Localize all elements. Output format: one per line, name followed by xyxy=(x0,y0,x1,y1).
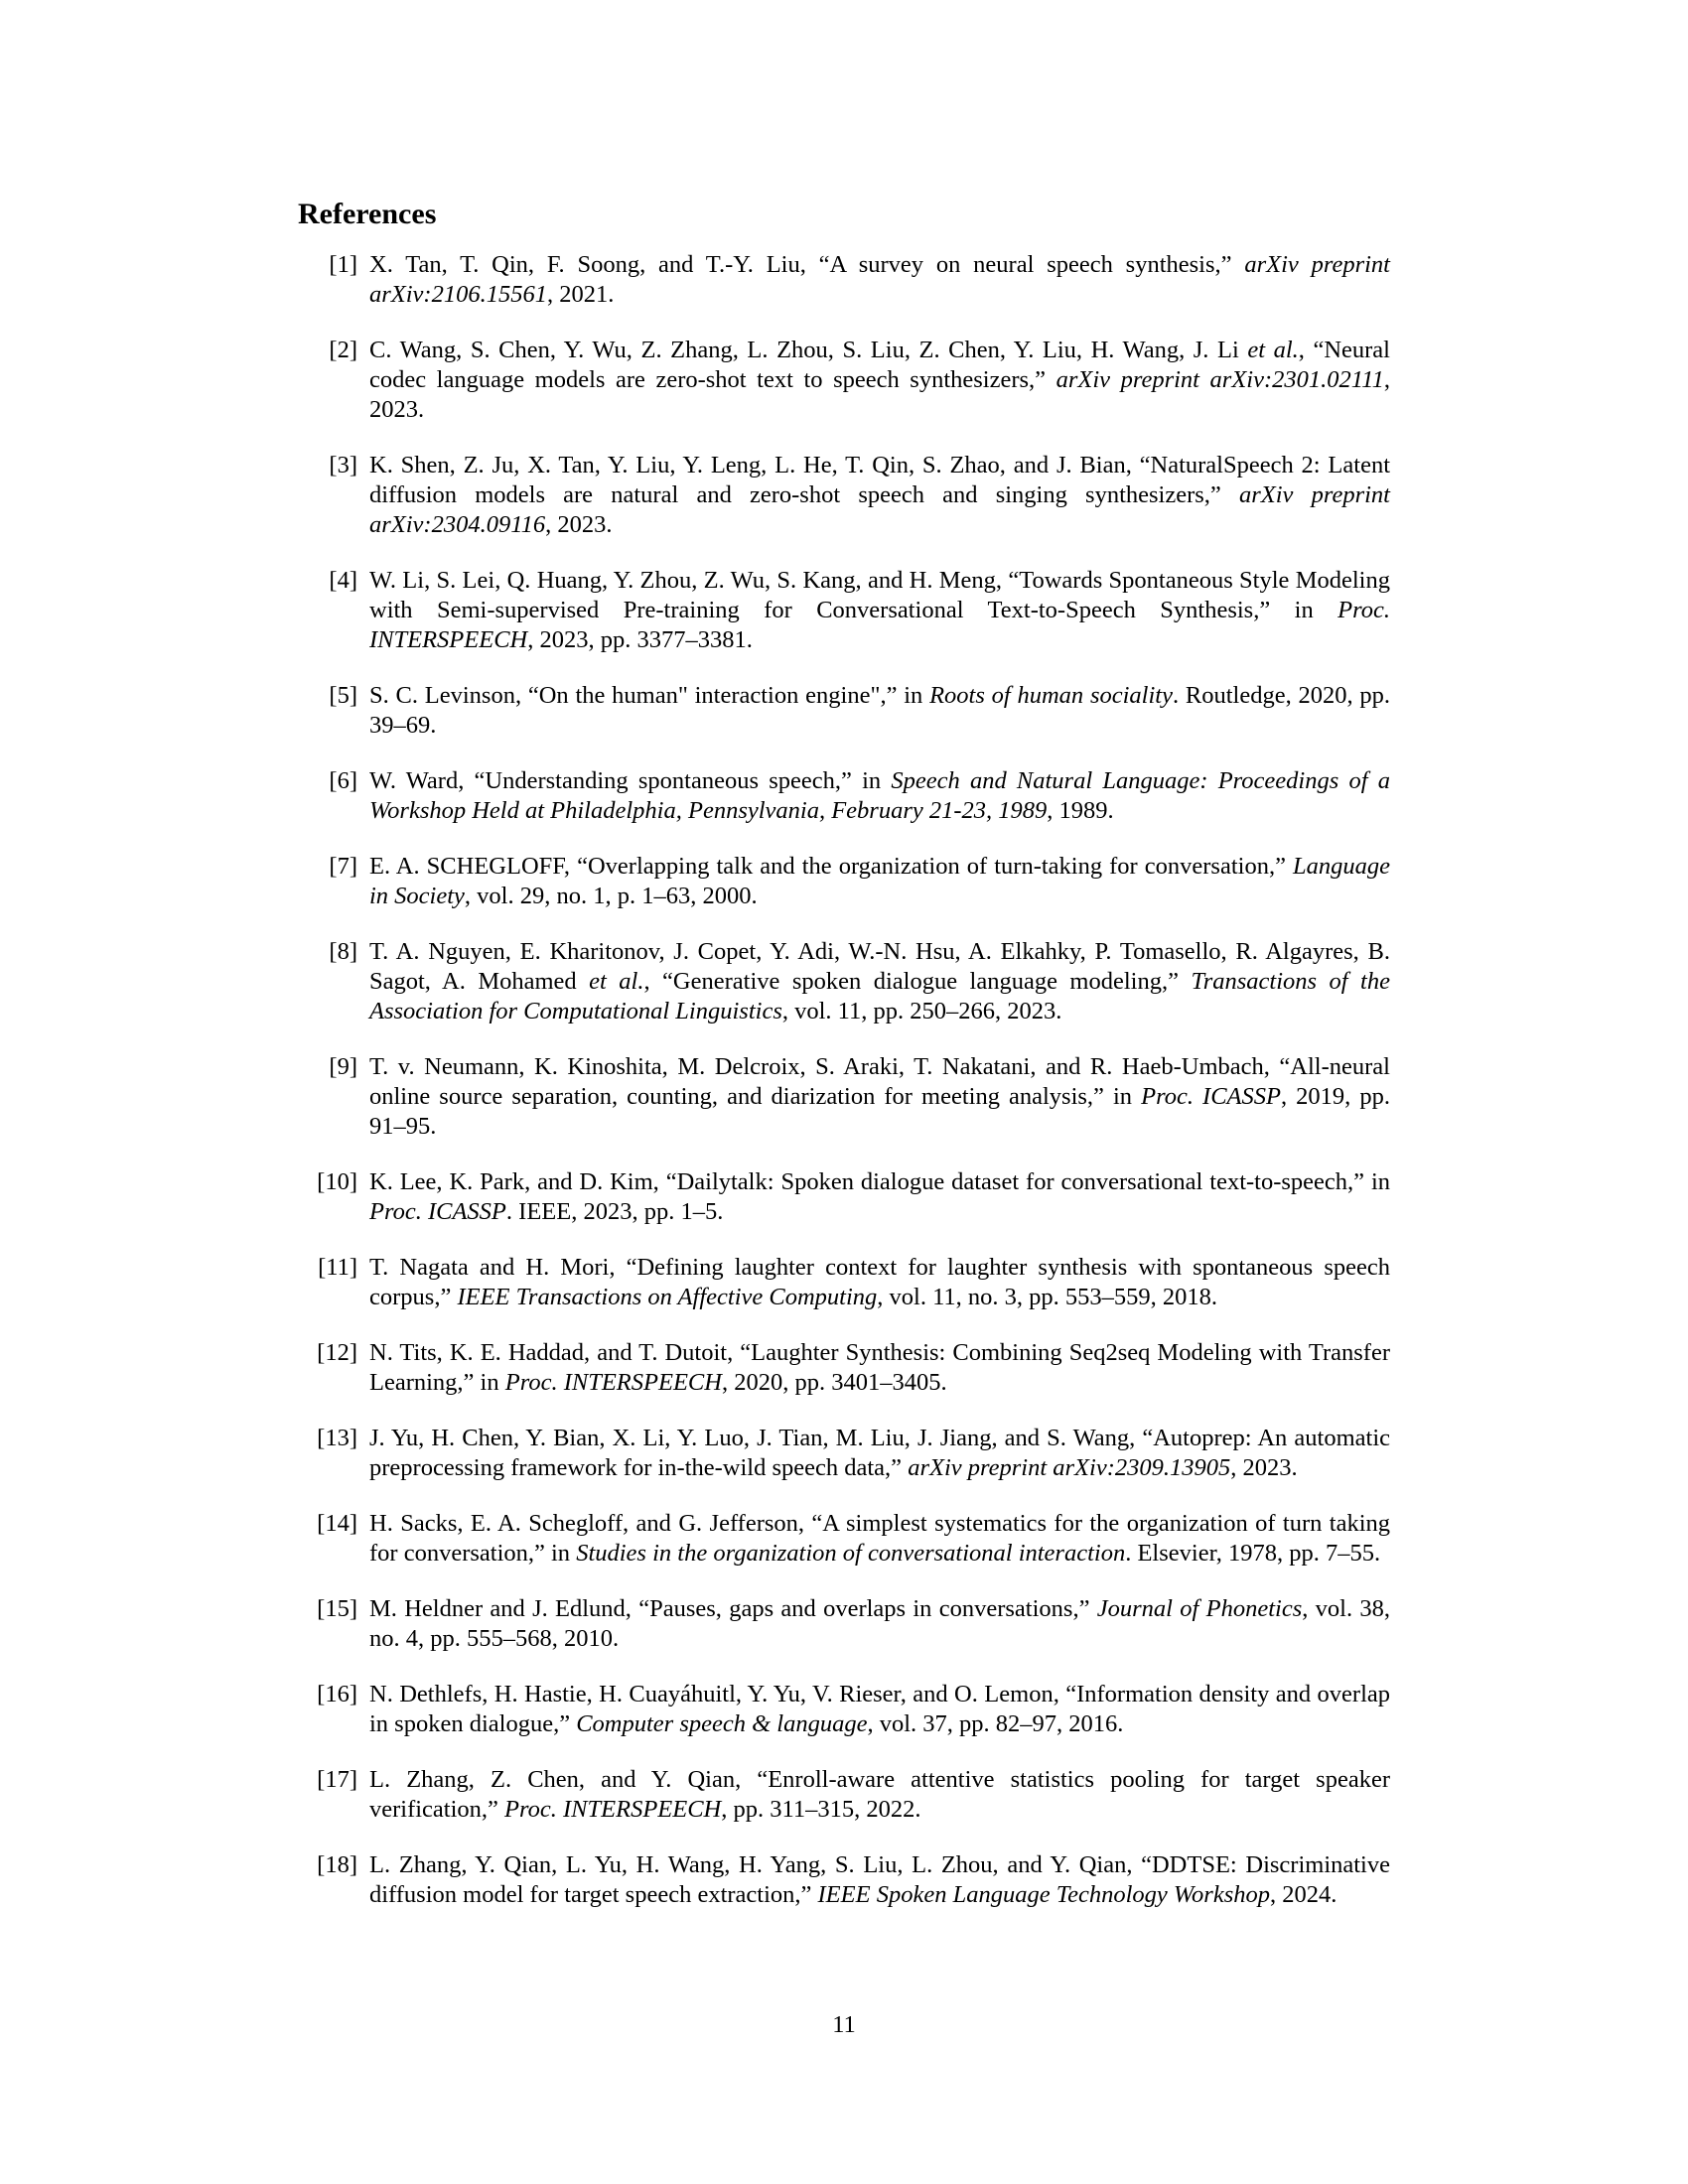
reference-segment: , 2019, pp. 91–95. xyxy=(369,1083,1390,1140)
reference-venue: arXiv preprint arXiv:2309.13905 xyxy=(908,1454,1231,1481)
reference-number xyxy=(298,1850,357,1880)
reference-venue: Roots of human sociality xyxy=(929,682,1173,709)
reference-number xyxy=(298,336,357,365)
reference-venue: arXiv preprint arXiv:2301.02111 xyxy=(1055,366,1384,393)
reference-segment: , “Generative spoken dialogue language modeling,” xyxy=(643,968,1192,995)
reference-segment: J. Yu, H. Chen, Y. Bian, X. Li, Y. Luo, J. Tian, M. Liu, J. Jiang, and S. Wang, “Autoprep: An automatic preprocessing framework for in-the-wild speech data,” xyxy=(369,1425,1390,1481)
reference-number xyxy=(298,250,357,280)
reference-item xyxy=(298,1509,1390,1569)
reference-venue: et al. xyxy=(589,968,644,995)
reference-segment: , vol. 29, no. 1, p. 1–63, 2000. xyxy=(464,883,758,909)
reference-text xyxy=(357,766,1390,826)
reference-number-text: [13] xyxy=(317,1425,357,1451)
reference-text xyxy=(357,1594,1390,1654)
reference-item xyxy=(298,250,1390,310)
reference-venue: Computer speech & language xyxy=(576,1710,868,1737)
reference-segment: W. Li, S. Lei, Q. Huang, Y. Zhou, Z. Wu, S. Kang, and H. Meng, “Towards Spontaneous Style Modeling with Semi-supervised Pre-training for Conversational Text-to-Speech Synthesis,” in xyxy=(369,567,1390,623)
reference-venue: arXiv preprint arXiv:2106.15561 xyxy=(369,251,1390,308)
reference-item xyxy=(298,1424,1390,1483)
reference-segment: T. Nagata and H. Mori, “Defining laughter context for laughter synthesis with spontaneous speech corpus,” xyxy=(369,1254,1390,1310)
reference-number-text: [11] xyxy=(318,1254,357,1281)
reference-venue: Language in Society xyxy=(369,853,1390,909)
reference-item xyxy=(298,1052,1390,1142)
reference-segment: C. Wang, S. Chen, Y. Wu, Z. Zhang, L. Zhou, S. Liu, Z. Chen, Y. Liu, H. Wang, J. Li xyxy=(369,337,1248,363)
reference-segment: . IEEE, 2023, pp. 1–5. xyxy=(505,1198,724,1225)
reference-number-text: [6] xyxy=(329,767,357,794)
reference-number-text: [17] xyxy=(317,1766,357,1793)
reference-number xyxy=(298,1594,357,1624)
reference-item xyxy=(298,1594,1390,1654)
reference-number-text: [7] xyxy=(329,853,357,880)
reference-segment: , 1989. xyxy=(1047,797,1114,824)
reference-segment: , vol. 37, pp. 82–97, 2016. xyxy=(867,1710,1124,1737)
reference-segment: , vol. 38, no. 4, pp. 555–568, 2010. xyxy=(369,1595,1391,1652)
reference-venue: Transactions of the Association for Computational Linguistics xyxy=(369,968,1390,1024)
reference-item xyxy=(298,1680,1390,1739)
reference-text xyxy=(357,1850,1390,1910)
reference-number xyxy=(298,1338,357,1368)
reference-number-text: [4] xyxy=(329,567,357,594)
reference-number xyxy=(298,451,357,480)
reference-venue: et al. xyxy=(1247,337,1299,363)
reference-text xyxy=(357,1052,1390,1142)
reference-text xyxy=(357,1765,1390,1825)
reference-segment: H. Sacks, E. A. Schegloff, and G. Jefferson, “A simplest systematics for the organization of turn taking for conversation,” in xyxy=(369,1510,1390,1567)
reference-segment: , 2021. xyxy=(546,281,615,308)
reference-number xyxy=(298,1509,357,1539)
reference-segment: L. Zhang, Y. Qian, L. Yu, H. Wang, H. Yang, S. Liu, L. Zhou, and Y. Qian, “DDTSE: Discriminative diffusion model for target speech extraction,” xyxy=(369,1851,1390,1908)
reference-number xyxy=(298,681,357,711)
reference-item xyxy=(298,1765,1390,1825)
reference-text xyxy=(357,336,1390,425)
reference-venue: IEEE Spoken Language Technology Workshop xyxy=(817,1881,1270,1908)
reference-text xyxy=(357,451,1390,540)
reference-segment: , 2023. xyxy=(1230,1454,1298,1481)
reference-segment: X. Tan, T. Qin, F. Soong, and T.-Y. Liu, “A survey on neural speech synthesis,” xyxy=(369,251,1245,278)
reference-number-text: [14] xyxy=(317,1510,357,1537)
reference-number xyxy=(298,1167,357,1197)
reference-text xyxy=(357,1424,1390,1483)
reference-number xyxy=(298,1253,357,1283)
reference-segment: , pp. 311–315, 2022. xyxy=(721,1796,921,1823)
references-page xyxy=(298,195,1390,1936)
reference-segment: , vol. 11, pp. 250–266, 2023. xyxy=(781,998,1062,1024)
reference-text xyxy=(357,852,1390,911)
reference-segment: , vol. 11, no. 3, pp. 553–559, 2018. xyxy=(877,1284,1218,1310)
reference-number xyxy=(298,852,357,882)
reference-item xyxy=(298,1850,1390,1910)
reference-number xyxy=(298,1052,357,1082)
reference-item xyxy=(298,336,1390,425)
reference-segment: , “Neural codec language models are zero-shot text to speech synthesizers,” xyxy=(369,337,1390,393)
reference-number xyxy=(298,1424,357,1453)
reference-number-text: [9] xyxy=(329,1053,357,1080)
reference-venue: Proc. INTERSPEECH xyxy=(504,1369,722,1396)
reference-venue: Proc. ICASSP xyxy=(369,1198,506,1225)
reference-segment: K. Lee, K. Park, and D. Kim, “Dailytalk: Spoken dialogue dataset for conversational text-to-speech,” in xyxy=(369,1168,1390,1195)
reference-item xyxy=(298,451,1390,540)
reference-number-text: [1] xyxy=(329,251,357,278)
reference-item xyxy=(298,1253,1390,1312)
reference-text xyxy=(357,1680,1390,1739)
reference-venue: Studies in the organization of conversational interaction xyxy=(576,1540,1126,1567)
reference-text xyxy=(357,1338,1390,1398)
reference-segment: L. Zhang, Z. Chen, and Y. Qian, “Enroll-aware attentive statistics pooling for target speaker verification,” xyxy=(369,1766,1390,1823)
reference-item xyxy=(298,1167,1390,1227)
reference-venue: IEEE Transactions on Affective Computing xyxy=(457,1284,878,1310)
reference-segment: . Elsevier, 1978, pp. 7–55. xyxy=(1125,1540,1381,1567)
reference-number-text: [8] xyxy=(329,938,357,965)
reference-item xyxy=(298,937,1390,1026)
reference-segment: T. A. Nguyen, E. Kharitonov, J. Copet, Y. Adi, W.-N. Hsu, A. Elkahky, P. Tomasello, R. Algayres, B. Sagot, A. Mohamed xyxy=(369,938,1390,995)
reference-venue: Speech and Natural Language: Proceedings of a Workshop Held at Philadelphia, Pennsylvania, February 21-23, 1989 xyxy=(369,767,1391,824)
reference-venue: Journal of Phonetics xyxy=(1096,1595,1303,1622)
reference-segment: M. Heldner and J. Edlund, “Pauses, gaps and overlaps in conversations,” xyxy=(369,1595,1097,1622)
reference-number-text: [3] xyxy=(329,452,357,478)
reference-number xyxy=(298,1680,357,1709)
reference-text xyxy=(357,681,1390,741)
reference-segment: N. Dethlefs, H. Hastie, H. Cuayáhuitl, Y. Yu, V. Rieser, and O. Lemon, “Information density and overlap in spoken dialogue,” xyxy=(369,1681,1390,1737)
reference-item xyxy=(298,1338,1390,1398)
reference-segment: , 2023. xyxy=(545,511,613,538)
reference-venue: Proc. ICASSP xyxy=(1141,1083,1281,1110)
reference-number-text: [16] xyxy=(317,1681,357,1707)
reference-number-text: [10] xyxy=(317,1168,357,1195)
reference-number xyxy=(298,937,357,967)
reference-number-text: [15] xyxy=(317,1595,357,1622)
reference-item xyxy=(298,766,1390,826)
reference-number xyxy=(298,1765,357,1795)
reference-text xyxy=(357,250,1390,310)
reference-number xyxy=(298,766,357,796)
reference-segment: , 2020, pp. 3401–3405. xyxy=(721,1369,947,1396)
section-title: References xyxy=(298,198,437,230)
reference-segment: N. Tits, K. E. Haddad, and T. Dutoit, “Laughter Synthesis: Combining Seq2seq Modeling with Transfer Learning,” in xyxy=(369,1339,1390,1396)
page-number: 11 xyxy=(832,2011,856,2038)
reference-segment: , 2024. xyxy=(1269,1881,1337,1908)
reference-segment: , 2023. xyxy=(369,366,1390,423)
reference-segment: W. Ward, “Understanding spontaneous speech,” in xyxy=(369,767,892,794)
reference-venue: Proc. INTERSPEECH xyxy=(369,597,1390,653)
reference-number-text: [2] xyxy=(329,337,357,363)
reference-number-text: [18] xyxy=(317,1851,357,1878)
reference-text xyxy=(357,1509,1390,1569)
reference-segment: E. A. SCHEGLOFF, “Overlapping talk and the organization of turn-taking for conversation,” xyxy=(369,853,1293,880)
reference-text xyxy=(357,937,1390,1026)
reference-segment: K. Shen, Z. Ju, X. Tan, Y. Liu, Y. Leng, L. He, T. Qin, S. Zhao, and J. Bian, “NaturalSpeech 2: Latent diffusion models are natural and zero-shot speech and singing synthesizers,” xyxy=(369,452,1390,508)
reference-number-text: [5] xyxy=(329,682,357,709)
reference-segment: . Routledge, 2020, pp. 39–69. xyxy=(369,682,1390,739)
reference-list xyxy=(298,250,1390,1910)
reference-item xyxy=(298,681,1390,741)
reference-text xyxy=(357,566,1390,655)
reference-item xyxy=(298,852,1390,911)
reference-segment: , 2023, pp. 3377–3381. xyxy=(527,626,753,653)
reference-item xyxy=(298,566,1390,655)
reference-number xyxy=(298,566,357,596)
reference-venue: arXiv preprint arXiv:2304.09116 xyxy=(369,481,1390,538)
reference-number-text: [12] xyxy=(317,1339,357,1366)
reference-text xyxy=(357,1167,1390,1227)
reference-text xyxy=(357,1253,1390,1312)
reference-segment: T. v. Neumann, K. Kinoshita, M. Delcroix, S. Araki, T. Nakatani, and R. Haeb-Umbach, “All-neural online source separation, counting, and diarization for meeting analysis,” in xyxy=(369,1053,1390,1110)
reference-segment: S. C. Levinson, “On the human" interaction engine",” in xyxy=(369,682,930,709)
reference-venue: Proc. INTERSPEECH xyxy=(504,1796,722,1823)
